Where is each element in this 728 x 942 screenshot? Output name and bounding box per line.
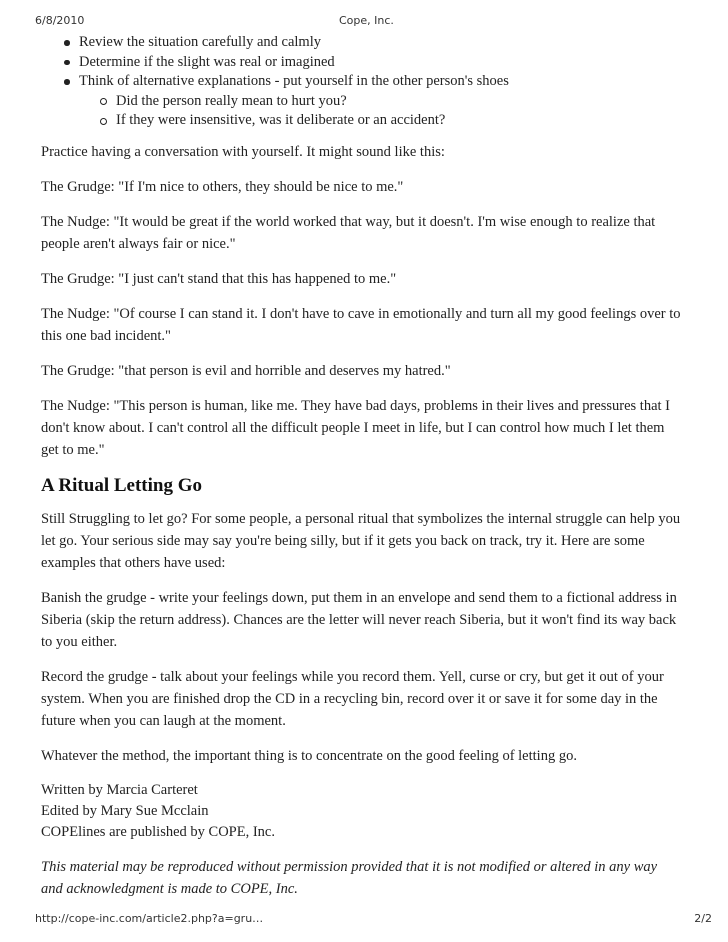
credits-block bbox=[41, 780, 681, 843]
article-body bbox=[41, 33, 681, 913]
list-item-text: Determine if the slight was real or imagined bbox=[79, 53, 335, 70]
dialogue-line: The Nudge: "It would be great if the world worked that way, but it doesn't. I'm wise enough to realize that people aren't always fair or nice." bbox=[41, 213, 656, 252]
list-item-text: Think of alternative explanations - put yourself in the other person's shoes bbox=[79, 73, 509, 89]
print-header-date: 6/8/2010 bbox=[35, 14, 85, 27]
list-item bbox=[41, 53, 681, 73]
dialogue-line: The Grudge: "that person is evil and horrible and deserves my hatred." bbox=[41, 362, 451, 379]
publisher-credit: COPElines are published by COPE, Inc. bbox=[41, 823, 275, 840]
ritual-paragraph: Banish the grudge - write your feelings down, put them in an envelope and send them to a fictional address in Siberia (skip the return address). Chances are the letter will never reach Siberia, but it won't find its way back to you either. bbox=[41, 589, 677, 650]
dialogue-line: The Grudge: "I just can't stand that this has happened to me." bbox=[41, 270, 397, 287]
dialogue-line: The Nudge: "Of course I can stand it. I don't have to cave in emotionally and turn all my good feelings over to this one bad incident." bbox=[41, 305, 681, 344]
list-item-text: Review the situation carefully and calmly bbox=[79, 34, 321, 50]
sub-list-item bbox=[41, 92, 681, 112]
sub-list-item-text: If they were insensitive, was it deliberate or an accident? bbox=[116, 112, 446, 128]
editor-credit: Edited by Mary Sue Mcclain bbox=[41, 802, 209, 819]
ritual-paragraph: Whatever the method, the important thing is to concentrate on the good feeling of letting go. bbox=[41, 747, 577, 764]
print-footer-url: http://cope-inc.com/article2.php?a=gru… bbox=[35, 912, 264, 925]
print-header-site-title: Cope, Inc. bbox=[339, 14, 394, 27]
list-item bbox=[41, 33, 681, 53]
ritual-paragraph: Still Struggling to let go? For some people, a personal ritual that symbolizes the internal struggle can help you let go. Your serious side may say you're being silly, but if it gets you back on track, try it. Here are some examples that others have used: bbox=[41, 510, 681, 571]
print-footer-page-number: 2/2 bbox=[694, 912, 712, 925]
dialogue-line: The Nudge: "This person is human, like me. They have bad days, problems in their lives and pressures that I don't know about. I can't control all the difficult people I meet in life, but I can control how much I let them get to me." bbox=[41, 397, 671, 458]
permission-note: This material may be reproduced without permission provided that it is not modified or altered in any way and acknowledgment is made to COPE, Inc. bbox=[41, 858, 658, 897]
section-heading: A Ritual Letting Go bbox=[41, 474, 202, 496]
checklist bbox=[41, 33, 681, 131]
dialogue-line: The Grudge: "If I'm nice to others, they should be nice to me." bbox=[41, 178, 404, 195]
author-credit: Written by Marcia Carteret bbox=[41, 781, 198, 798]
sub-list-item-text: Did the person really mean to hurt you? bbox=[116, 92, 347, 109]
ritual-paragraph: Record the grudge - talk about your feelings while you record them. Yell, curse or cry, but get it out of your system. When you are finished drop the CD in a recycling bin, record over it or save it for some day in the future when you can laugh at the moment. bbox=[41, 668, 664, 729]
intro-paragraph: Practice having a conversation with yourself. It might sound like this: bbox=[41, 143, 445, 160]
list-item bbox=[41, 72, 681, 92]
sub-list-item bbox=[41, 111, 681, 131]
